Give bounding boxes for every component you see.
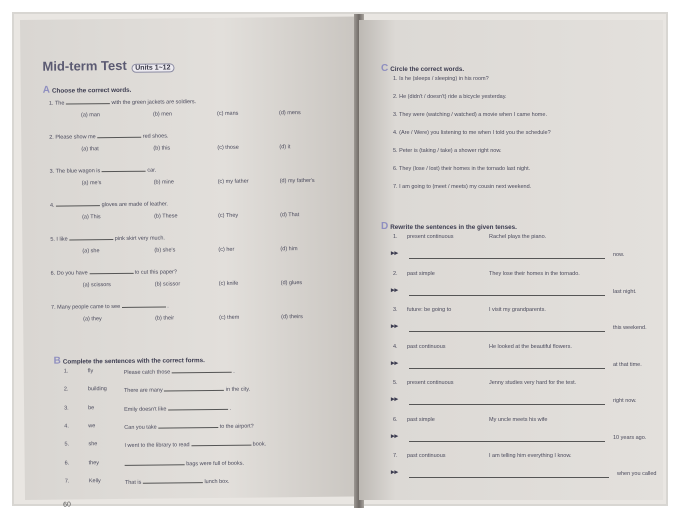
question-b-word: building	[87, 386, 107, 393]
rewrite-number: 1.	[393, 234, 398, 240]
answer-option: (c) my father	[217, 178, 249, 185]
section-d-title: Rewrite the sentences in the given tenses.	[390, 224, 517, 231]
sentence-before: That is	[124, 479, 142, 486]
answer-blank	[89, 268, 133, 274]
left-page	[20, 16, 363, 509]
section-b-title: Complete the sentences with the correct forms.	[62, 357, 205, 366]
answer-option: (a) scissors	[82, 282, 111, 289]
question-b-word: fly	[87, 368, 94, 375]
question-b-number: 2.	[63, 386, 69, 393]
circle-item: 1. Is he (sleeps / sleeping) in his room?	[393, 76, 489, 82]
question-number: 2.	[49, 134, 54, 141]
sentence-before: I went to the library to read	[124, 442, 190, 449]
rewrite-ending: this weekend.	[613, 325, 647, 331]
rewrite-sentence: I visit my grandparents.	[489, 307, 546, 313]
answer-option: (a) she	[82, 248, 100, 255]
answer-blank	[97, 132, 141, 138]
question-text-before: Please show me	[55, 134, 96, 141]
rewrite-sentence: Jenny studies very hard for the test.	[489, 380, 577, 386]
question-text-before: The blue wagon is	[55, 168, 101, 175]
question-b-number: 4.	[64, 423, 69, 430]
answer-option: (d) it	[279, 144, 291, 151]
test-header	[42, 56, 174, 75]
question-b-word: we	[88, 423, 96, 430]
question-number: 7.	[50, 304, 56, 311]
answer-option: (a) This	[82, 214, 101, 221]
question-a-item	[50, 233, 165, 242]
sentence-after: to the airport?	[219, 423, 254, 430]
sentence-after: .	[233, 368, 235, 375]
rewrite-ending: now.	[613, 252, 625, 258]
rewrite-ending: last night.	[613, 289, 637, 295]
question-b-word: she	[88, 441, 98, 448]
question-text-before: I like	[56, 236, 68, 243]
question-b-word: Kelly	[88, 478, 101, 485]
question-b-word: they	[88, 460, 100, 467]
answer-option: (a) that	[81, 146, 99, 153]
question-b-sentence	[124, 367, 235, 376]
section-c-heading	[381, 58, 464, 76]
photo-frame	[12, 12, 668, 509]
circle-item: 7. I am going to (meet / meets) my cousin next weekend.	[393, 184, 532, 190]
question-text-after: pink skirt very much.	[114, 235, 165, 243]
rewrite-ending: right now.	[613, 398, 637, 404]
answer-blank	[158, 422, 218, 429]
section-b-heading	[53, 349, 204, 369]
question-text-before: Many people came to see	[57, 303, 121, 311]
answer-option: (b) mine	[153, 179, 174, 186]
arrow-icon: ▸▸	[391, 469, 399, 476]
sentence-before: There are many	[123, 387, 163, 394]
question-text-after: car.	[147, 167, 157, 174]
rewrite-sentence: He looked at the beautiful flowers.	[489, 344, 572, 350]
answer-option: (a) man	[80, 112, 100, 119]
answer-option: (c) her	[218, 246, 235, 253]
answer-option: (b) men	[152, 111, 172, 118]
sentence-before: Emily doesn't like	[124, 406, 167, 413]
section-d-heading	[381, 216, 517, 234]
sentence-after: in the city.	[225, 386, 251, 393]
answer-option: (d) mens	[278, 110, 301, 117]
question-a-item	[49, 131, 168, 140]
answer-blank	[164, 385, 224, 392]
rewrite-tense: past simple	[407, 417, 435, 423]
rewrite-sentence: My uncle meets his wife	[489, 417, 548, 423]
answer-line	[409, 404, 605, 405]
rewrite-sentence: They lose their homes in the tornado.	[489, 271, 580, 277]
arrow-icon: ▸▸	[391, 360, 399, 367]
question-b-sentence	[124, 404, 231, 413]
answer-option: (b) their	[155, 315, 175, 322]
section-b-letter: B	[53, 355, 61, 367]
question-number: 1.	[48, 100, 54, 107]
rewrite-ending: at that time.	[613, 362, 642, 368]
rewrite-tense: past continuous	[407, 453, 446, 459]
answer-option: (a) they	[83, 316, 102, 323]
question-a-item	[49, 97, 196, 107]
question-b-number: 1.	[63, 368, 69, 375]
answer-option: (c) mans	[216, 110, 239, 117]
circle-item: 5. Peter is (taking / take) a shower right now.	[393, 148, 502, 154]
rewrite-number: 6.	[393, 417, 398, 423]
section-a-letter: A	[42, 84, 51, 96]
question-b-sentence	[125, 477, 230, 486]
rewrite-number: 2.	[393, 271, 398, 277]
answer-blank	[102, 166, 146, 172]
question-number: 4.	[49, 202, 55, 209]
question-b-number: 3.	[64, 405, 69, 412]
answer-option: (a) me's	[81, 180, 102, 187]
question-a-item	[50, 166, 157, 175]
section-a-title: Choose the correct words.	[51, 86, 132, 95]
rewrite-ending: 10 years ago.	[613, 435, 647, 441]
answer-option: (d) glues	[280, 280, 303, 287]
sentence-after: lunch box.	[204, 478, 230, 486]
question-text-after: with the green jackets are soldiers.	[111, 99, 197, 107]
units-badge: Units 1~12	[131, 63, 174, 72]
answer-option: (d) That	[280, 212, 300, 219]
question-a-item	[51, 267, 177, 276]
answer-blank	[125, 459, 185, 466]
question-b-number: 7.	[64, 478, 70, 485]
rewrite-sentence: I am telling him everything I know.	[489, 453, 572, 459]
answer-option: (b) These	[154, 213, 178, 220]
rewrite-sentence: Rachel plays the piano.	[489, 234, 547, 240]
answer-blank	[122, 301, 166, 307]
sentence-after: bags were full of books.	[186, 460, 245, 468]
right-page	[359, 20, 663, 500]
rewrite-ending: when you called	[617, 471, 657, 477]
rewrite-tense: past continuous	[407, 344, 446, 350]
sentence-before: Please catch those	[123, 369, 171, 376]
answer-option: (b) this	[153, 145, 171, 152]
sentence-after: .	[229, 405, 232, 412]
question-number: 3.	[49, 168, 55, 175]
sentence-after: book.	[252, 441, 267, 448]
question-b-sentence	[124, 385, 250, 394]
answer-blank	[56, 200, 100, 206]
circle-item: 3. They were (watching / watched) a movie when I came home.	[393, 112, 547, 118]
answer-line	[409, 441, 605, 442]
rewrite-number: 3.	[393, 307, 398, 313]
arrow-icon: ▸▸	[391, 433, 399, 440]
answer-option: (b) she's	[154, 247, 176, 254]
answer-option: (d) him	[280, 246, 298, 253]
question-b-word: be	[88, 405, 95, 412]
question-a-item	[51, 301, 169, 310]
section-c-letter: C	[381, 63, 389, 74]
question-b-sentence	[124, 422, 253, 431]
arrow-icon: ▸▸	[391, 250, 399, 257]
answer-option: (c) They	[218, 212, 239, 219]
answer-option: (c) knife	[218, 280, 239, 287]
arrow-icon: ▸▸	[391, 323, 399, 330]
answer-option: (b) scissor	[154, 281, 181, 288]
question-number: 6.	[50, 270, 56, 277]
answer-option: (c) those	[217, 144, 239, 151]
section-d-letter: D	[381, 221, 389, 232]
answer-line	[409, 477, 609, 478]
rewrite-tense: present continuous	[407, 380, 454, 386]
answer-blank	[69, 234, 113, 240]
rewrite-number: 5.	[393, 380, 398, 386]
arrow-icon: ▸▸	[391, 396, 399, 403]
rewrite-tense: present continuous	[407, 234, 454, 240]
question-a-item	[50, 199, 168, 208]
answer-line	[409, 295, 605, 296]
answer-blank	[168, 404, 228, 411]
answer-line	[409, 258, 605, 259]
sentence-before: Can you take	[124, 424, 157, 431]
answer-blank	[191, 440, 251, 447]
question-text-after: red shoes.	[142, 133, 169, 140]
rewrite-tense: past simple	[407, 271, 435, 277]
section-c-title: Circle the correct words.	[390, 66, 465, 73]
arrow-icon: ▸▸	[391, 287, 399, 294]
question-b-sentence	[125, 459, 244, 468]
answer-blank	[172, 367, 232, 374]
answer-option: (d) theirs	[281, 314, 303, 321]
section-a-heading	[43, 79, 132, 98]
answer-blank	[66, 98, 110, 104]
rewrite-number: 7.	[393, 453, 398, 459]
question-text-after: to cut this paper?	[134, 269, 177, 276]
question-text-before: The	[54, 100, 65, 107]
question-number: 5.	[50, 236, 55, 243]
question-b-number: 5.	[64, 441, 70, 448]
rewrite-tense: future: be going to	[407, 307, 452, 313]
answer-option: (d) my father's	[279, 177, 315, 185]
rewrite-number: 4.	[393, 344, 398, 350]
answer-line	[409, 331, 605, 332]
question-text-after: .	[167, 303, 169, 310]
page-number: 60	[63, 501, 71, 509]
question-text-after: gloves are made of leather.	[101, 201, 168, 209]
question-text-before: Do you have	[56, 270, 88, 277]
answer-blank	[143, 477, 203, 484]
circle-item: 6. They (lose / lost) their homes in the tornado last night.	[393, 166, 531, 172]
test-title: Mid-term Test	[42, 57, 127, 74]
circle-item: 4. (Are / Were) you listening to me when I told you the schedule?	[393, 130, 551, 136]
question-b-sentence	[124, 439, 266, 448]
answer-option: (c) them	[219, 314, 240, 321]
circle-item: 2. He (didn't / doesn't) ride a bicycle yesterday.	[393, 94, 507, 100]
answer-line	[409, 368, 605, 369]
question-b-number: 6.	[64, 460, 70, 467]
